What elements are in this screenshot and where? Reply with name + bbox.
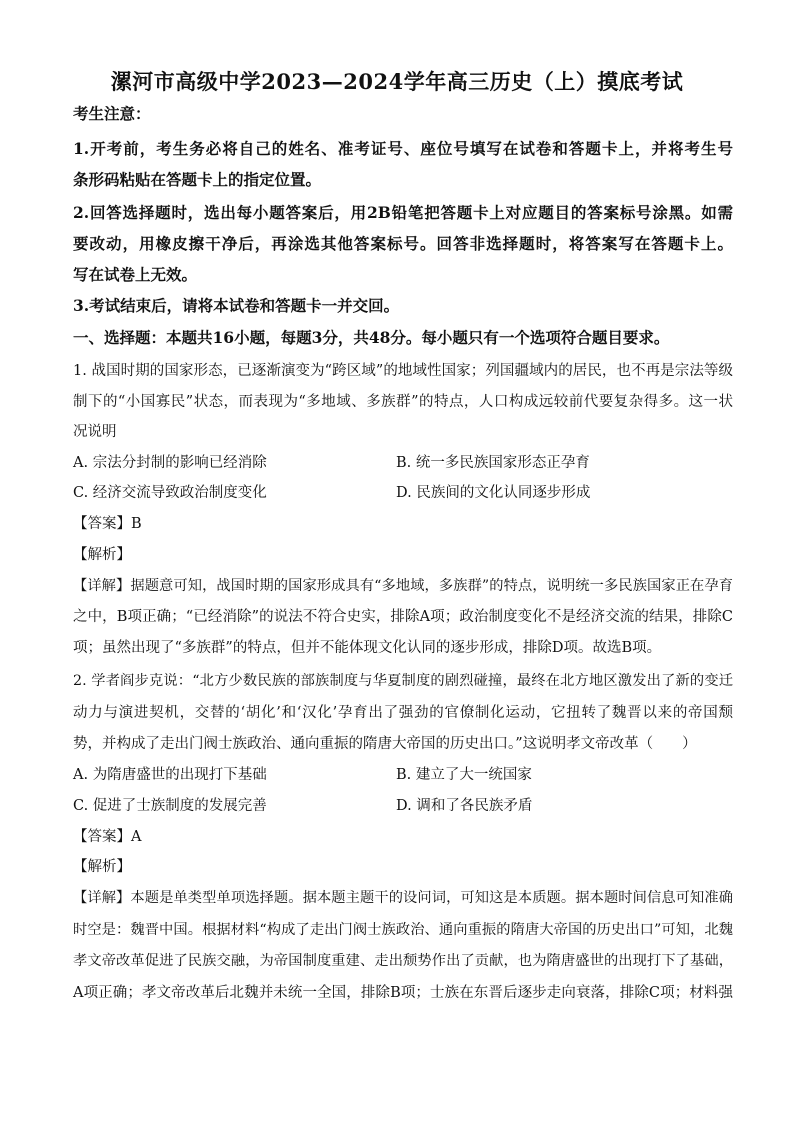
question-1-line-3: 况说明 <box>73 424 117 440</box>
question-1-option-d: D. 民族间的文化认同逐步形成 <box>396 485 591 501</box>
question-2-line-1: 2. 学者阎步克说：“北方少数民族的部族制度与华夏制度的剧烈碰撞，最终在北方地区激发出了新的变迁 <box>73 673 733 689</box>
question-2-detail-line-4: A项正确；孝文帝改革后北魏并未统一全国，排除B项；士族在东晋后逐步走向衰落，排除C项；材料强 <box>73 985 733 1001</box>
notice-item-3: 3.考试结束后，请将本试卷和答题卡一并交回。 <box>73 296 400 315</box>
question-2-detail-line-1: 【详解】本题是单类型单项选择题。据本题主题干的设问词，可知这是本质题。据本题时间信息可知准确 <box>73 890 733 906</box>
question-2-line-3: 势，并构成了走出门阀士族政治、通向重振的隋唐大帝国的历史出口。”这说明孝文帝改革（ ） <box>73 736 697 752</box>
question-1-answer: 【答案】B <box>73 516 142 532</box>
notice-item-2-line-3: 写在试卷上无效。 <box>73 265 198 284</box>
question-1-line-2: 制下的“小国寡民”状态，而表现为“多地域、多族群”的特点，人口构成远较前代要复杂得多。这一状 <box>73 394 733 410</box>
question-2-answer: 【答案】A <box>73 829 142 845</box>
notice-item-1-line-2: 条形码粘贴在答题卡上的指定位置。 <box>73 170 322 189</box>
page-title: 漯河市高级中学2023—2024学年高三历史（上）摸底考试 <box>110 69 684 94</box>
notice-item-2-line-2: 要改动，用橡皮擦干净后，再涂选其他答案标号。回答非选择题时，将答案写在答题卡上。 <box>73 234 733 253</box>
question-2-option-d: D. 调和了各民族矛盾 <box>396 798 533 814</box>
question-2-option-b: B. 建立了大一统国家 <box>396 767 532 783</box>
question-2-option-a: A. 为隋唐盛世的出现打下基础 <box>73 767 267 783</box>
question-1-line-1: 1. 战国时期的国家形态，已逐渐演变为“跨区域”的地域性国家；列国疆域内的居民，也不再是宗法等级 <box>73 363 733 379</box>
notice-heading: 考生注意： <box>73 104 151 123</box>
section-heading: 一、选择题：本题共16小题，每题3分，共48分。每小题只有一个选项符合题目要求。 <box>73 328 670 347</box>
question-1-option-c: C. 经济交流导致政治制度变化 <box>73 485 267 501</box>
notice-item-2-line-1: 2.回答选择题时，选出每小题答案后，用2B铅笔把答题卡上对应题目的答案标号涂黑。如需 <box>73 203 733 222</box>
question-1-detail-line-1: 【详解】据题意可知，战国时期的国家形成具有“多地域，多族群”的特点，说明统一多民族国家正在孕育 <box>73 578 733 594</box>
question-1-detail-line-2: 之中，B项正确；“已经消除”的说法不符合史实，排除A项；政治制度变化不是经济交流的结果，排除C <box>73 609 733 625</box>
question-1-option-b: B. 统一多民族国家形态正孕育 <box>396 455 590 471</box>
question-1-analysis-label: 【解析】 <box>73 547 131 563</box>
question-2-line-2: 动力与演进契机，交替的‘胡化’和‘汉化’孕育出了强劲的官僚制化运动，它扭转了魏晋以来的帝国颓 <box>73 705 733 721</box>
notice-item-1-line-1: 1.开考前，考生务必将自己的姓名、准考证号、座位号填写在试卷和答题卡上，并将考生号 <box>73 139 733 158</box>
question-1-option-a: A. 宗法分封制的影响已经消除 <box>73 455 267 471</box>
question-2-detail-line-2: 时空是：魏晋中国。根据材料“构成了走出门阀士族政治、通向重振的隋唐大帝国的历史出口”可知，北魏 <box>73 922 733 938</box>
question-2-option-c: C. 促进了士族制度的发展完善 <box>73 798 267 814</box>
question-2-detail-line-3: 孝文帝改革促进了民族交融，为帝国制度重建、走出颓势作出了贡献，也为隋唐盛世的出现打下了基础， <box>73 953 733 969</box>
question-2-analysis-label: 【解析】 <box>73 859 131 875</box>
question-1-detail-line-3: 项；虽然出现了“多族群”的特点，但并不能体现文化认同的逐步形成，排除D项。故选B项。 <box>73 640 662 656</box>
